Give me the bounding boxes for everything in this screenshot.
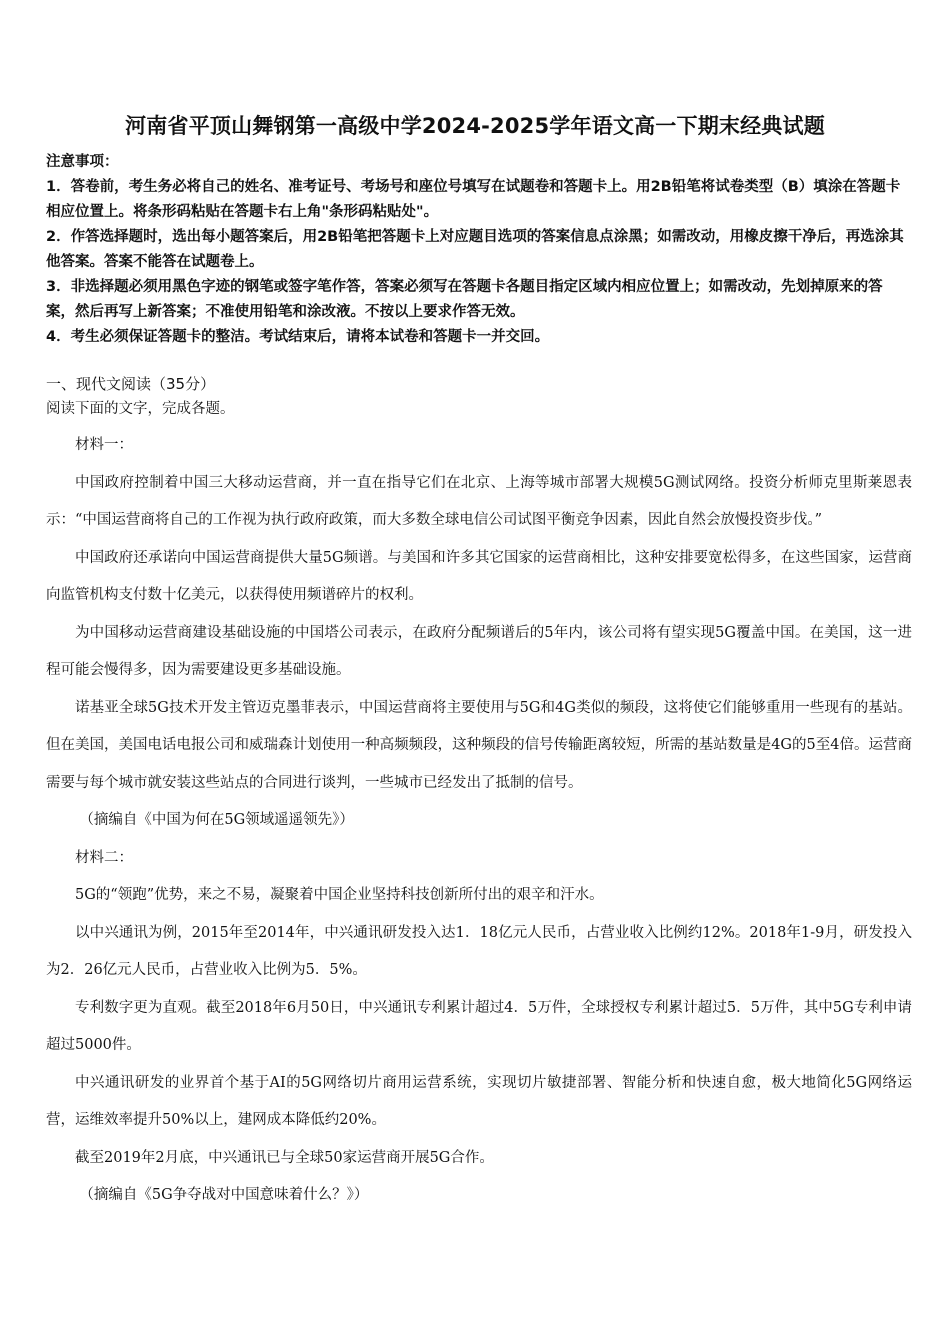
material-two-paragraph: 截至2019年2月底，中兴通讯已与全球50家运营商开展5G合作。: [75, 1149, 494, 1166]
material-one-paragraph: 为中国移动运营商建设基础设施的中国塔公司表示，在政府分配频谱后的5年内，该公司将有望实现5G覆盖中国。在美国，这一进程可能会慢得多，因为需要建设更多基础设施。: [46, 624, 912, 678]
notice-item: 1．答卷前，考生务必将自己的姓名、准考证号、考场号和座位号填写在试题卷和答题卡上。用2B铅笔将试卷类型（B）填涂在答题卡相应位置上。将条形码粘贴在答题卡右上角"条形码粘贴处"。: [46, 179, 901, 220]
material-two-paragraph: 中兴通讯研发的业界首个基于AI的5G网络切片商用运营系统，实现切片敏捷部署、智能分析和快速自愈，极大地简化5G网络运营，运维效率提升50%以上，建网成本降低约20%。: [46, 1074, 912, 1128]
section-heading: 一、现代文阅读（35分）: [46, 375, 216, 393]
material-one-paragraph: 诺基亚全球5G技术开发主管迈克墨菲表示，中国运营商将主要使用与5G和4G类似的频段，这将使它们能够重用一些现有的基站。但在美国，美国电话电报公司和威瑞森计划使用一种高频频段，这种频段的信号传输距离较短，所需的基站数量是4G的5至4倍。运营商需要与每个城市就安装这些站点的合同进行谈判，一些城市已经发出了抵制的信号。: [46, 699, 912, 791]
notice-item: 2．作答选择题时，选出每小题答案后，用2B铅笔把答题卡上对应题目选项的答案信息点涂黑；如需改动，用橡皮擦干净后，再选涂其他答案。答案不能答在试题卷上。: [46, 229, 904, 270]
material-two-paragraph: 5G的“领跑”优势，来之不易，凝聚着中国企业坚持科技创新所付出的艰辛和汗水。: [75, 887, 604, 903]
material-two-paragraph: 以中兴通讯为例，2015年至2014年，中兴通讯研发投入达1．18亿元人民币，占营业收入比例约12%。2018年1-9月，研发投入为2．26亿元人民币，占营业收入比例为5．5%。: [46, 924, 912, 978]
material-one-label: 材料一：: [75, 437, 133, 453]
material-two-paragraph: 专利数字更为直观。截至2018年6月50日，中兴通讯专利累计超过4．5万件，全球授权专利累计超过5．5万件，其中5G专利申请超过5000件。: [46, 999, 912, 1053]
material-one-paragraph: 中国政府控制着中国三大移动运营商，并一直在指导它们在北京、上海等城市部署大规模5G测试网络。投资分析师克里斯莱恩表示：“中国运营商将自己的工作视为执行政府政策，而大多数全球电信公司试图平衡竞争因素，因此自然会放慢投资步伐。”: [46, 474, 912, 528]
material-two-source: （摘编自《5G争夺战对中国意味着什么？》）: [79, 1187, 369, 1203]
notice-block: [46, 150, 906, 350]
material-two-label: 材料二：: [75, 849, 133, 866]
notice-heading: 注意事项：: [46, 154, 119, 170]
material-one-paragraph: 中国政府还承诺向中国运营商提供大量5G频谱。与美国和许多其它国家的运营商相比，这种安排要宽松得多，在这些国家，运营商向监管机构支付数十亿美元，以获得使用频谱碎片的权利。: [46, 549, 912, 603]
section-instruction: 阅读下面的文字，完成各题。: [46, 401, 235, 417]
notice-item: 4．考生必须保证答题卡的整洁。考试结束后，请将本试卷和答题卡一并交回。: [46, 329, 550, 345]
page-title: 河南省平顶山舞钢第一高级中学2024-2025学年语文高一下期末经典试题: [125, 114, 825, 138]
notice-item: 3．非选择题必须用黑色字迹的钢笔或签字笔作答，答案必须写在答题卡各题目指定区域内相应位置上；如需改动，先划掉原来的答案，然后再写上新答案；不准使用铅笔和涂改液。不按以上要求作答无效。: [46, 279, 883, 320]
material-one-source: （摘编自《中国为何在5G领域遥遥领先》）: [79, 812, 354, 828]
reading-section: [46, 372, 912, 1215]
